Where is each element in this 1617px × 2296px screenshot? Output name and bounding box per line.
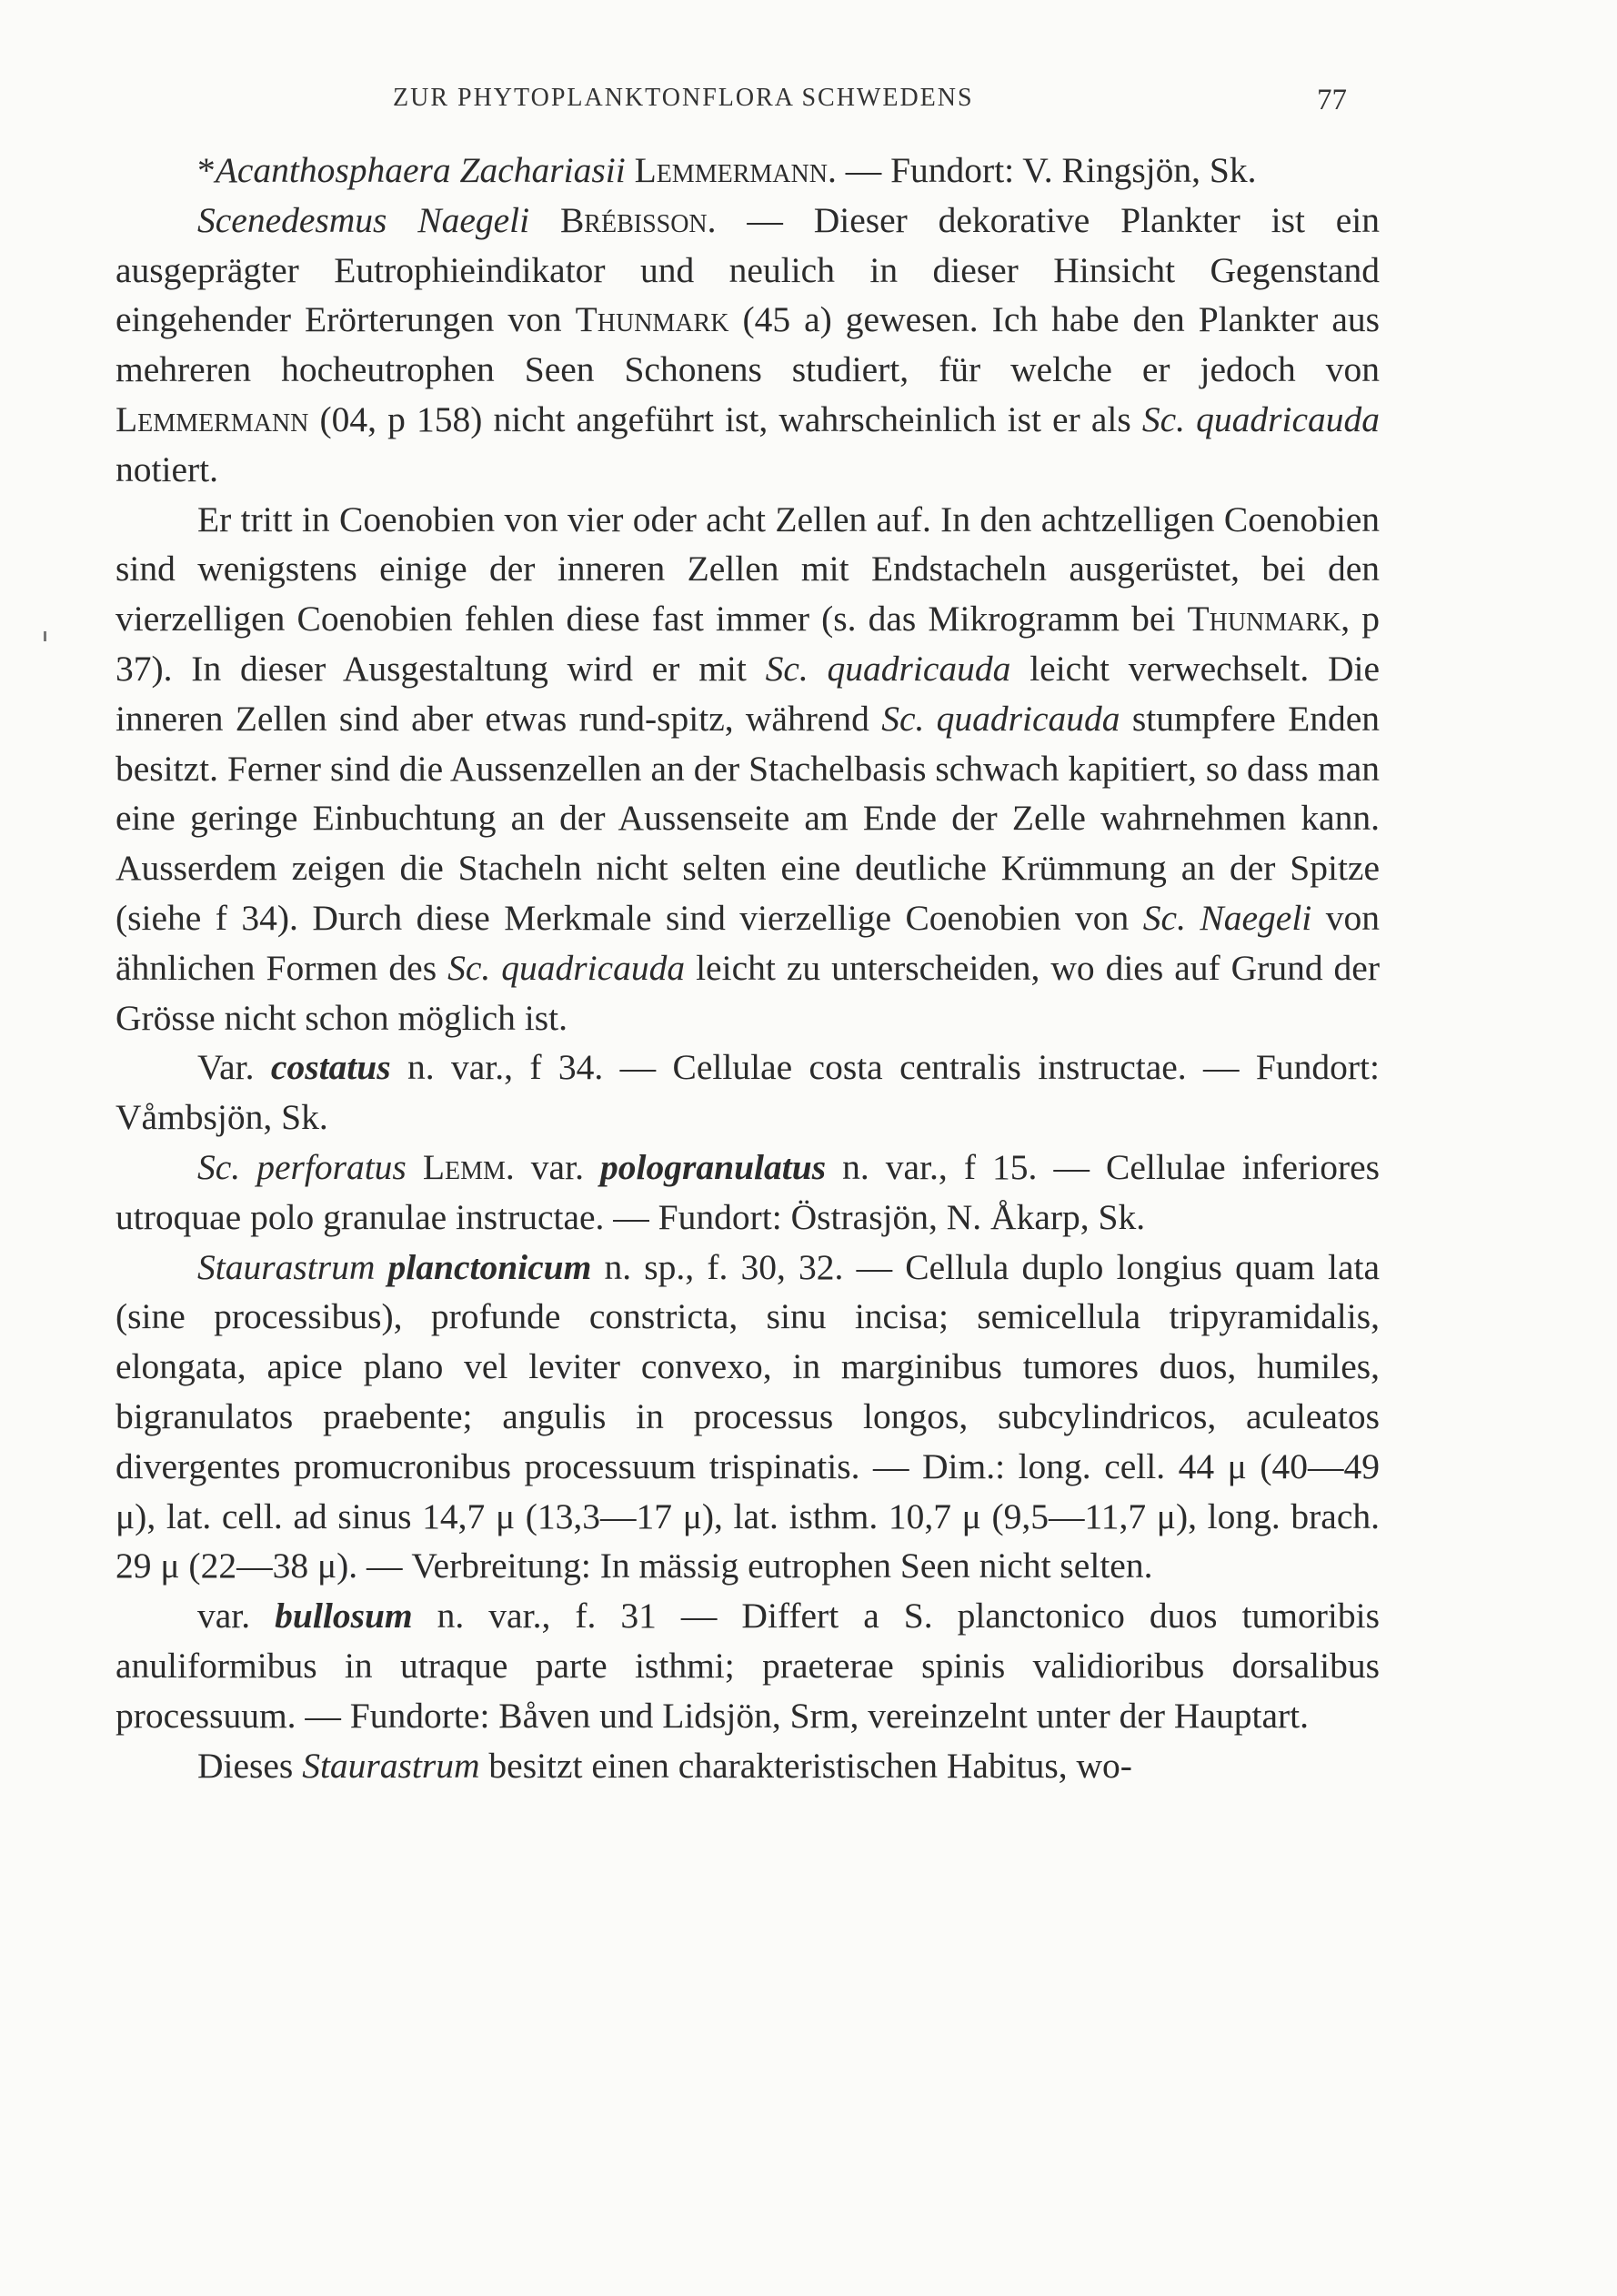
new-taxon-name: bullosum <box>275 1596 413 1636</box>
paragraph-habitus <box>116 1741 1380 1791</box>
paragraph-text: leicht verwechselt. Die inneren Zellen sind aber etwas rund-spitz, während <box>116 648 1380 739</box>
paragraph-text: Dieses <box>197 1745 303 1786</box>
paragraph-acanthosphaera <box>116 146 1380 196</box>
page-number: 77 <box>1317 84 1347 116</box>
paragraph-text: n. sp., f. 30, 32. — Cellula duplo longius quam lata (sine processibus), profunde constricta, sinu incisa; semicellula tripyramidalis, elongata, apice plano vel leviter convexo, in marginibus tumores duos, humiles, bigranulatos praebente; angulis in processus longos, subcylindricos, aculeatos divergentes promucronibus processuum trispinatis. — Dim.: long. cell. 44 μ (40—49 μ), lat. cell. ad sinus 14,7 μ (13,3—17 μ), lat. isthm. 10,7 μ (9,5—11,7 μ), long. brach. 29 μ (22—38 μ). — Verbreitung: In mässig eutrophen Seen nicht selten. <box>116 1246 1380 1586</box>
paragraph-text: leicht zu unterscheiden, wo dies auf Grund der Grösse nicht schon möglich ist. <box>116 947 1380 1038</box>
star-marker: * <box>197 150 216 190</box>
taxon-name: Staurastrum <box>197 1246 376 1287</box>
paragraph-text: — Fundort: V. Ringsjön, Sk. <box>836 150 1257 190</box>
new-taxon-name: planctonicum <box>387 1246 592 1287</box>
paragraph-text: von ähnlichen Formen des <box>116 897 1380 988</box>
paragraph-perforatus <box>116 1143 1380 1243</box>
author-name: Lemm. <box>422 1146 515 1187</box>
paragraph-text: var. <box>197 1596 276 1636</box>
taxon-name: Sc. Naegeli <box>1142 897 1312 938</box>
running-title: ZUR PHYTOPLANKTONFLORA SCHWEDENS <box>393 84 974 112</box>
author-name: Lemmermann. <box>634 150 837 190</box>
paragraph-text: — Dieser dekorative Plankter ist ein ausgeprägter Eutrophieindikator und neulich in dieser Hinsicht Gegenstand eingehender Erörterungen von <box>116 199 1381 340</box>
taxon-name: Sc. quadricauda <box>881 698 1120 739</box>
paragraph-var-costatus <box>116 1042 1380 1143</box>
taxon-name: Sc. quadricauda <box>447 947 686 988</box>
author-name: Thunmark <box>1187 599 1341 639</box>
new-taxon-name: costatus <box>270 1047 391 1088</box>
paragraph-scenedesmus <box>116 196 1380 495</box>
taxon-name: Sc. quadricauda <box>765 648 1011 689</box>
body-text <box>116 146 1380 1790</box>
taxon-name: Scenedesmus Naegeli <box>197 199 530 240</box>
author-name: Thunmark <box>575 299 729 340</box>
paragraph-text: stumpfere Enden besitzt. Ferner sind die Aussenzellen an der Stachelbasis schwach kapitiert, so dass man eine geringe Einbuchtung an der Aussenseite am Ende der Zelle wahrnehmen kann. Ausserdem zeigen die Stacheln nicht selten eine deutliche Krümmung an der Spitze (siehe f 34). Durch diese Merkmale sind vierzellige Coenobien von <box>116 698 1380 938</box>
paragraph-text: n. var., f. 31 — Differt a S. planctonico duos tumoribis anuliformibus in utraque parte isthmi; praeterae spinis validioribus dorsalibus processuum. — Fundorte: Båven und Lidsjön, Srm, vereinzelnt unter der Hauptart. <box>116 1596 1380 1736</box>
new-taxon-name: pologranulatus <box>600 1146 827 1187</box>
taxon-name: Sc. perforatus <box>197 1146 407 1187</box>
paragraph-text: Var. <box>197 1047 271 1088</box>
margin-mark <box>44 631 46 641</box>
paragraph-coenobien <box>116 495 1380 1043</box>
paragraph-text: n. var., f 15. — Cellulae inferiores utroquae polo granulae instructae. — Fundort: Östrasjön, N. Åkarp, Sk. <box>116 1146 1381 1237</box>
running-head <box>0 84 1617 120</box>
paragraph-text: (45 a) gewesen. Ich habe den Plankter aus mehreren hocheutrophen Seen Schonens studiert, für welche er jedoch von <box>116 299 1380 390</box>
paragraph-text: var. <box>514 1146 600 1187</box>
paragraph-text: , p 37). In dieser Ausgestaltung wird er mit <box>116 599 1381 689</box>
paragraph-text: n. var., f 34. — Cellulae costa centralis instructae. — Fundort: Våmbsjön, Sk. <box>116 1047 1380 1138</box>
paragraph-text: besitzt einen charakteristischen Habitus, wo- <box>479 1745 1132 1786</box>
paragraph-staurastrum <box>116 1243 1380 1592</box>
author-name: Lemmermann <box>116 398 309 439</box>
paragraph-text: (04, p 158) nicht angeführt ist, wahrscheinlich ist er als <box>308 398 1142 439</box>
taxon-name: Sc. quadricauda <box>1141 398 1380 439</box>
paragraph-text: Er tritt in Coenobien von vier oder acht Zellen auf. In den achtzelligen Coenobien sind wenigstens einige der inneren Zellen mit Endstacheln ausgerüstet, bei den vierzelligen Coenobien fehlen diese fast immer (s. das Mikrogramm bei <box>116 498 1380 639</box>
author-name: Brébisson. <box>559 199 717 240</box>
taxon-name: Staurastrum <box>302 1745 480 1786</box>
taxon-name: Acanthosphaera Zachariasii <box>215 150 626 190</box>
paragraph-var-bullosum <box>116 1591 1380 1740</box>
paragraph-text: notiert. <box>116 448 218 489</box>
